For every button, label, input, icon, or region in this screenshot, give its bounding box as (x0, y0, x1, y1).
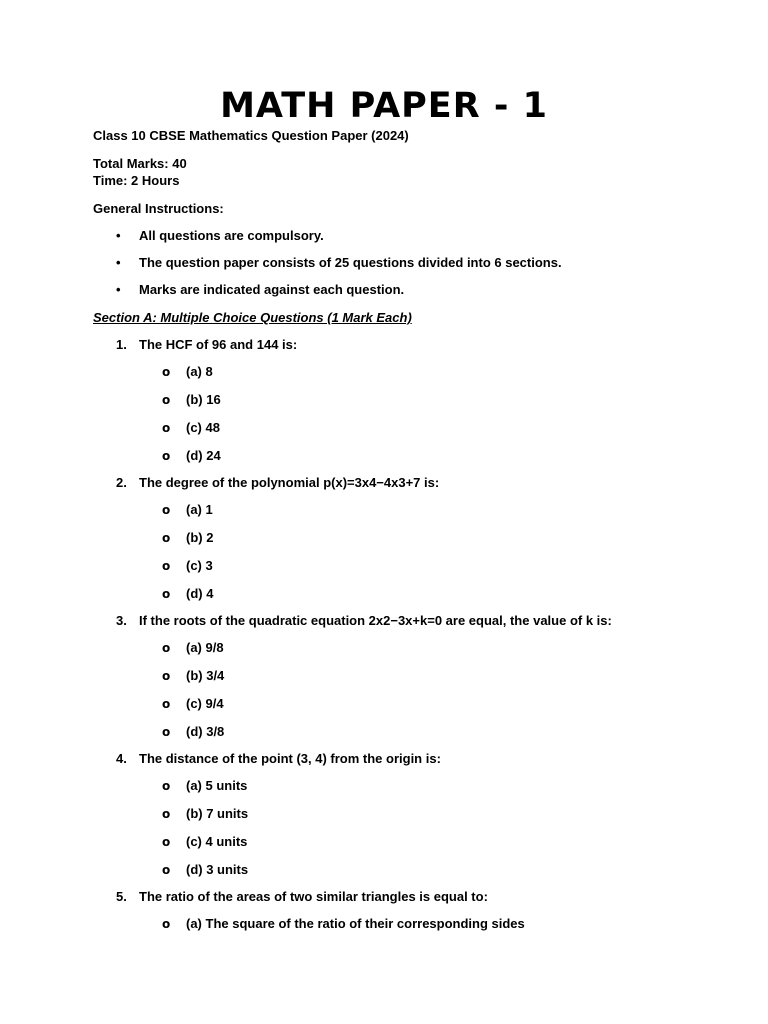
option-item (162, 695, 224, 713)
question-item (116, 474, 439, 492)
option-bullet-icon: o (162, 587, 171, 601)
option-bullet-icon: o (162, 641, 171, 655)
option-bullet-icon: o (162, 503, 171, 517)
option-text: (d) 3/8 (186, 724, 225, 739)
instruction-text: All questions are compulsory. (139, 228, 324, 243)
bullet-icon: • (116, 255, 121, 270)
option-item (162, 777, 247, 795)
option-bullet-icon: o (162, 835, 171, 849)
option-item (162, 833, 247, 851)
option-item (162, 501, 213, 519)
option-bullet-icon: o (162, 917, 171, 931)
instruction-item (116, 254, 562, 272)
instruction-text: Marks are indicated against each question. (139, 282, 405, 297)
question-number: 5. (116, 889, 127, 904)
question-number: 3. (116, 613, 127, 628)
question-item (116, 612, 612, 630)
option-text: (b) 2 (186, 530, 214, 545)
option-bullet-icon: o (162, 725, 171, 739)
option-bullet-icon: o (162, 697, 171, 711)
question-text: The ratio of the areas of two similar triangles is equal to: (139, 889, 488, 904)
option-item (162, 805, 248, 823)
question-number: 1. (116, 337, 127, 352)
option-bullet-icon: o (162, 559, 171, 573)
option-bullet-icon: o (162, 669, 171, 683)
option-item (162, 915, 525, 933)
total-marks: Total Marks: 40 (93, 156, 187, 171)
option-text: (c) 3 (186, 558, 213, 573)
option-item (162, 447, 221, 465)
option-bullet-icon: o (162, 779, 171, 793)
option-item (162, 363, 213, 381)
option-bullet-icon: o (162, 421, 171, 435)
instruction-item (116, 227, 324, 245)
option-item (162, 667, 224, 685)
option-item (162, 529, 213, 547)
option-text: (b) 3/4 (186, 668, 225, 683)
option-text: (a) 5 units (186, 778, 248, 793)
question-number: 4. (116, 751, 127, 766)
option-text: (d) 3 units (186, 862, 249, 877)
option-bullet-icon: o (162, 365, 171, 379)
question-item (116, 336, 297, 354)
option-text: (a) 8 (186, 364, 213, 379)
paper-subtitle: Class 10 CBSE Mathematics Question Paper (2024) (93, 128, 409, 143)
section-heading: Section A: Multiple Choice Questions (1 Mark Each) (93, 310, 412, 325)
option-bullet-icon: o (162, 807, 171, 821)
option-item (162, 557, 213, 575)
option-text: (a) 9/8 (186, 640, 224, 655)
time-allowed: Time: 2 Hours (93, 173, 180, 188)
instruction-item (116, 281, 404, 299)
option-text: (a) 1 (186, 502, 213, 517)
option-text: (b) 16 (186, 392, 221, 407)
option-item (162, 639, 224, 657)
option-text: (d) 4 (186, 586, 214, 601)
bullet-icon: • (116, 228, 121, 243)
option-text: (c) 48 (186, 420, 220, 435)
option-bullet-icon: o (162, 449, 171, 463)
option-text: (d) 24 (186, 448, 221, 463)
option-bullet-icon: o (162, 393, 171, 407)
page-title: MATH PAPER - 1 (220, 86, 548, 126)
instruction-text: The question paper consists of 25 questions divided into 6 sections. (139, 255, 562, 270)
bullet-icon: • (116, 282, 121, 297)
option-text: (c) 4 units (186, 834, 248, 849)
option-bullet-icon: o (162, 863, 171, 877)
option-text: (a) The square of the ratio of their corresponding sides (186, 916, 525, 931)
option-item (162, 585, 213, 603)
question-text: The degree of the polynomial p(x)=3x4−4x3+7 is: (139, 475, 440, 490)
option-item (162, 391, 221, 409)
question-text: The distance of the point (3, 4) from the origin is: (139, 751, 441, 766)
option-text: (c) 9/4 (186, 696, 224, 711)
option-item (162, 723, 224, 741)
instructions-heading: General Instructions: (93, 201, 224, 216)
question-number: 2. (116, 475, 127, 490)
option-item (162, 419, 220, 437)
option-bullet-icon: o (162, 531, 171, 545)
question-text: If the roots of the quadratic equation 2x2−3x+k=0 are equal, the value of k is: (139, 613, 612, 628)
question-item (116, 750, 441, 768)
question-text: The HCF of 96 and 144 is: (139, 337, 298, 352)
option-item (162, 861, 248, 879)
question-item (116, 888, 488, 906)
option-text: (b) 7 units (186, 806, 249, 821)
